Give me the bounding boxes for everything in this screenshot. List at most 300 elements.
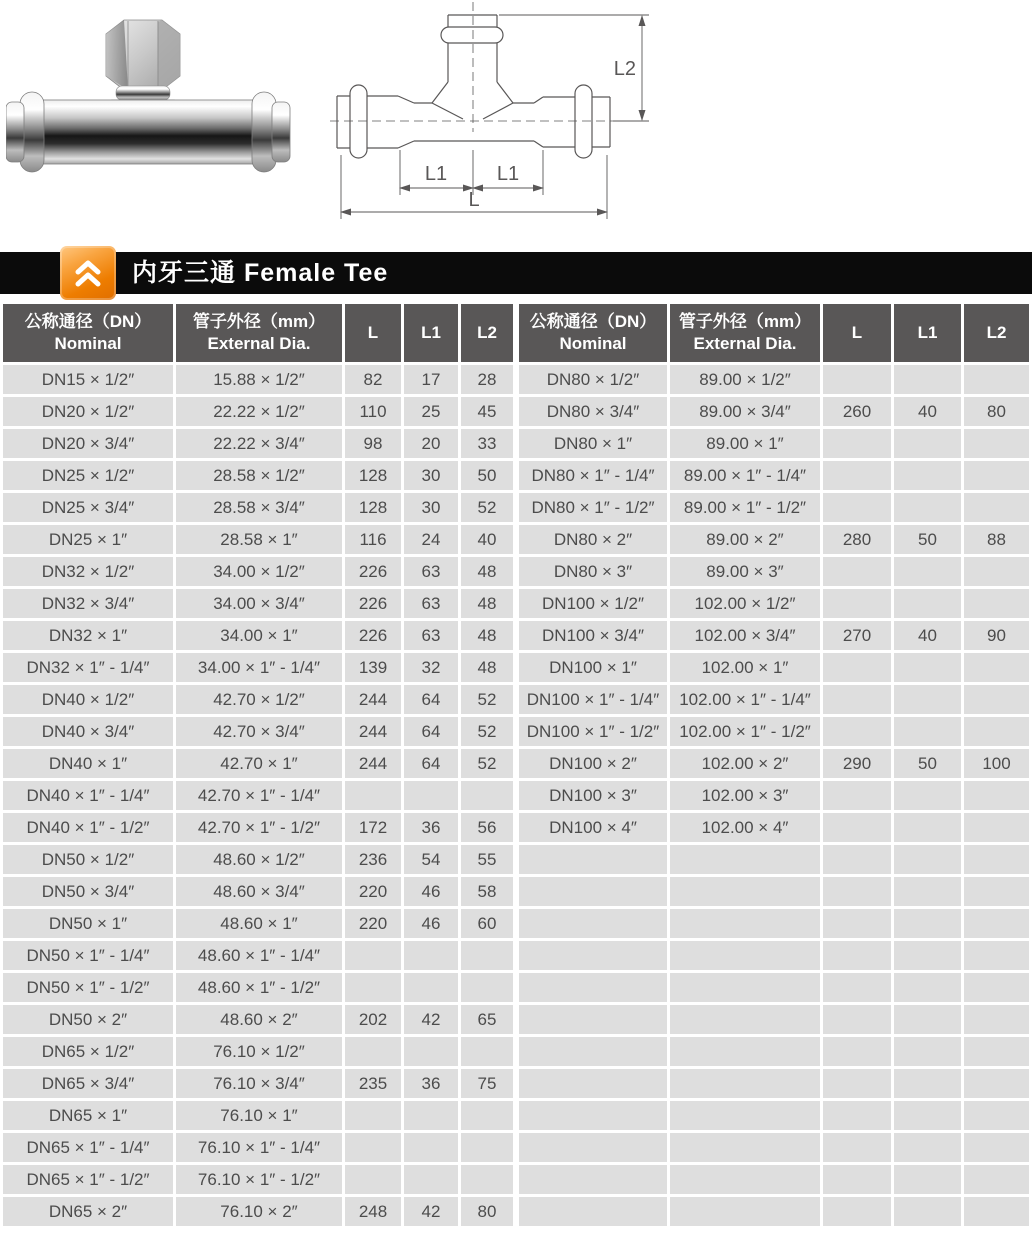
l1-cell	[894, 685, 961, 714]
nominal-cell: DN32 × 3/4″	[3, 589, 173, 618]
external-dia-cell: 22.22 × 3/4″	[176, 429, 342, 458]
external-dia-cell	[670, 1197, 820, 1226]
table-row	[519, 525, 1029, 554]
external-dia-cell: 22.22 × 1/2″	[176, 397, 342, 426]
l2-cell: 40	[461, 525, 513, 554]
nominal-cell	[519, 845, 667, 874]
l1-cell	[404, 1037, 458, 1066]
l2-cell	[964, 781, 1029, 810]
nominal-cell: DN50 × 1/2″	[3, 845, 173, 874]
col-header-nominal-zh: 公称通径（DN）	[529, 311, 657, 331]
l1-cell	[894, 1133, 961, 1162]
table-row	[519, 909, 1029, 938]
col-header-l1: L1	[404, 304, 458, 362]
external-dia-cell: 102.00 × 1″ - 1/4″	[670, 685, 820, 714]
l1-cell: 46	[404, 909, 458, 938]
l-cell: 139	[345, 653, 401, 682]
l-cell: 226	[345, 589, 401, 618]
table-row	[3, 557, 513, 586]
table-row	[519, 397, 1029, 426]
l-cell: 128	[345, 493, 401, 522]
header-row	[3, 304, 513, 362]
external-dia-cell: 42.70 × 1″ - 1/4″	[176, 781, 342, 810]
l1-cell: 17	[404, 365, 458, 394]
l2-cell	[964, 941, 1029, 970]
external-dia-cell: 102.00 × 3″	[670, 781, 820, 810]
nominal-cell: DN20 × 3/4″	[3, 429, 173, 458]
l2-cell: 50	[461, 461, 513, 490]
nominal-cell	[519, 909, 667, 938]
l1-cell	[894, 717, 961, 746]
col-header-external-dia	[670, 304, 820, 362]
l1-cell	[894, 909, 961, 938]
nominal-cell	[519, 973, 667, 1002]
table-row	[3, 1005, 513, 1034]
l2-cell: 80	[964, 397, 1029, 426]
external-dia-cell: 89.00 × 1″ - 1/2″	[670, 493, 820, 522]
table-row	[519, 557, 1029, 586]
l-cell	[345, 1165, 401, 1194]
nominal-cell: DN40 × 1/2″	[3, 685, 173, 714]
l-cell: 244	[345, 685, 401, 714]
l-cell	[823, 653, 891, 682]
col-header-nominal	[3, 304, 173, 362]
l2-cell	[964, 845, 1029, 874]
l-cell	[823, 877, 891, 906]
table-row	[3, 717, 513, 746]
table-row	[519, 941, 1029, 970]
nominal-cell: DN80 × 3/4″	[519, 397, 667, 426]
product-photo	[6, 18, 291, 173]
nominal-cell	[519, 1005, 667, 1034]
l-cell: 128	[345, 461, 401, 490]
external-dia-cell: 102.00 × 1″	[670, 653, 820, 682]
table-row	[519, 429, 1029, 458]
table-row	[3, 813, 513, 842]
nominal-cell: DN32 × 1/2″	[3, 557, 173, 586]
table-row	[3, 1037, 513, 1066]
table-row	[519, 877, 1029, 906]
nominal-cell: DN80 × 1″ - 1/4″	[519, 461, 667, 490]
l-cell	[823, 1037, 891, 1066]
l-cell	[345, 973, 401, 1002]
l2-cell	[964, 1005, 1029, 1034]
spec-table-left	[0, 301, 516, 1229]
col-header-nominal-en: Nominal	[559, 334, 627, 353]
table-row	[519, 973, 1029, 1002]
external-dia-cell: 89.00 × 3/4″	[670, 397, 820, 426]
external-dia-cell: 34.00 × 3/4″	[176, 589, 342, 618]
l1-cell: 40	[894, 397, 961, 426]
l1-cell	[894, 653, 961, 682]
nominal-cell: DN100 × 1″ - 1/4″	[519, 685, 667, 714]
table-row	[3, 461, 513, 490]
l-cell	[345, 781, 401, 810]
l-cell: 202	[345, 1005, 401, 1034]
table-row	[519, 1005, 1029, 1034]
l1-cell: 20	[404, 429, 458, 458]
table-row	[3, 749, 513, 778]
l1-cell	[894, 973, 961, 1002]
nominal-cell: DN100 × 1″	[519, 653, 667, 682]
external-dia-cell: 48.60 × 3/4″	[176, 877, 342, 906]
dim-label-l1-right: L1	[496, 163, 520, 185]
l-cell	[823, 909, 891, 938]
external-dia-cell: 28.58 × 3/4″	[176, 493, 342, 522]
figures	[0, 0, 1032, 248]
table-row	[519, 1165, 1029, 1194]
l-cell: 236	[345, 845, 401, 874]
nominal-cell: DN80 × 1″ - 1/2″	[519, 493, 667, 522]
col-header-external-en: External Dia.	[693, 334, 797, 353]
table-row	[3, 1101, 513, 1130]
table-row	[3, 429, 513, 458]
external-dia-cell: 76.10 × 1″ - 1/4″	[176, 1133, 342, 1162]
nominal-cell: DN50 × 1″	[3, 909, 173, 938]
external-dia-cell: 76.10 × 1″ - 1/2″	[176, 1165, 342, 1194]
external-dia-cell	[670, 1101, 820, 1130]
nominal-cell	[519, 1069, 667, 1098]
l-cell	[823, 1069, 891, 1098]
section-header-bar	[0, 252, 1032, 294]
l-cell: 220	[345, 909, 401, 938]
table-row	[519, 365, 1029, 394]
table-row	[3, 525, 513, 554]
l2-cell	[461, 1101, 513, 1130]
l-cell: 260	[823, 397, 891, 426]
nominal-cell: DN100 × 2″	[519, 749, 667, 778]
col-header-l: L	[823, 304, 891, 362]
l2-cell: 52	[461, 685, 513, 714]
l2-cell: 48	[461, 621, 513, 650]
l-cell	[823, 685, 891, 714]
l1-cell	[894, 941, 961, 970]
l2-cell	[964, 1133, 1029, 1162]
l1-cell	[894, 1101, 961, 1130]
l-cell: 226	[345, 557, 401, 586]
external-dia-cell	[670, 941, 820, 970]
l1-cell	[894, 1165, 961, 1194]
table-row	[3, 589, 513, 618]
l-cell	[823, 1101, 891, 1130]
l2-cell	[964, 717, 1029, 746]
l2-cell: 90	[964, 621, 1029, 650]
table-row	[519, 685, 1029, 714]
table-row	[519, 749, 1029, 778]
col-header-l2: L2	[461, 304, 513, 362]
l1-cell: 64	[404, 685, 458, 714]
external-dia-cell: 76.10 × 1″	[176, 1101, 342, 1130]
external-dia-cell: 89.00 × 1/2″	[670, 365, 820, 394]
l2-cell	[964, 493, 1029, 522]
l1-cell	[894, 589, 961, 618]
table-row	[519, 461, 1029, 490]
l-cell	[823, 845, 891, 874]
nominal-cell: DN80 × 1″	[519, 429, 667, 458]
l2-cell: 52	[461, 749, 513, 778]
dim-label-l1-left: L1	[424, 163, 448, 185]
l1-cell: 50	[894, 525, 961, 554]
l2-cell: 45	[461, 397, 513, 426]
l-cell: 270	[823, 621, 891, 650]
table-row	[519, 1101, 1029, 1130]
external-dia-cell: 48.60 × 1″ - 1/4″	[176, 941, 342, 970]
l2-cell: 56	[461, 813, 513, 842]
l1-cell	[404, 941, 458, 970]
l-cell: 98	[345, 429, 401, 458]
spec-table-right	[516, 301, 1032, 1229]
nominal-cell: DN65 × 1″	[3, 1101, 173, 1130]
l-cell: 226	[345, 621, 401, 650]
table-row	[519, 1037, 1029, 1066]
l1-cell	[894, 493, 961, 522]
nominal-cell: DN100 × 4″	[519, 813, 667, 842]
external-dia-cell: 89.00 × 3″	[670, 557, 820, 586]
l-cell	[823, 589, 891, 618]
table-row	[519, 845, 1029, 874]
l1-cell: 24	[404, 525, 458, 554]
l2-cell: 88	[964, 525, 1029, 554]
table-row	[3, 909, 513, 938]
table-row	[519, 717, 1029, 746]
l-cell	[823, 1197, 891, 1226]
external-dia-cell: 34.00 × 1″ - 1/4″	[176, 653, 342, 682]
nominal-cell: DN65 × 1″ - 1/2″	[3, 1165, 173, 1194]
l-cell	[823, 813, 891, 842]
l-cell: 244	[345, 749, 401, 778]
external-dia-cell	[670, 909, 820, 938]
external-dia-cell: 28.58 × 1″	[176, 525, 342, 554]
table-row	[3, 365, 513, 394]
l1-cell	[894, 461, 961, 490]
l-cell	[823, 461, 891, 490]
nominal-cell: DN15 × 1/2″	[3, 365, 173, 394]
nominal-cell: DN25 × 1/2″	[3, 461, 173, 490]
l2-cell: 33	[461, 429, 513, 458]
table-row	[519, 653, 1029, 682]
nominal-cell: DN25 × 1″	[3, 525, 173, 554]
nominal-cell	[519, 1101, 667, 1130]
nominal-cell: DN100 × 1/2″	[519, 589, 667, 618]
nominal-cell: DN80 × 2″	[519, 525, 667, 554]
l2-cell	[461, 781, 513, 810]
l-cell	[345, 941, 401, 970]
table-row	[519, 1133, 1029, 1162]
l-cell: 172	[345, 813, 401, 842]
external-dia-cell: 48.60 × 1″	[176, 909, 342, 938]
l2-cell	[964, 1165, 1029, 1194]
l2-cell	[964, 589, 1029, 618]
l-cell: 110	[345, 397, 401, 426]
l1-cell	[894, 1069, 961, 1098]
external-dia-cell: 34.00 × 1″	[176, 621, 342, 650]
l2-cell	[964, 877, 1029, 906]
l-cell	[823, 1133, 891, 1162]
section-title: 内牙三通 Female Tee	[132, 259, 389, 287]
table-row	[519, 621, 1029, 650]
nominal-cell: DN50 × 2″	[3, 1005, 173, 1034]
l2-cell	[964, 1037, 1029, 1066]
l-cell	[823, 941, 891, 970]
nominal-cell: DN40 × 1″	[3, 749, 173, 778]
l1-cell: 46	[404, 877, 458, 906]
l-cell: 244	[345, 717, 401, 746]
dim-label-l: L	[468, 189, 480, 211]
l-cell	[823, 1165, 891, 1194]
l2-cell: 28	[461, 365, 513, 394]
table-row	[519, 1197, 1029, 1226]
l-cell	[823, 557, 891, 586]
l1-cell	[894, 365, 961, 394]
col-header-external-zh: 管子外径（mm）	[192, 311, 326, 331]
external-dia-cell	[670, 1069, 820, 1098]
l2-cell	[461, 973, 513, 1002]
l1-cell: 50	[894, 749, 961, 778]
l-cell	[823, 973, 891, 1002]
table-row	[3, 1197, 513, 1226]
l1-cell	[404, 1133, 458, 1162]
l2-cell	[461, 1165, 513, 1194]
l1-cell	[894, 781, 961, 810]
table-row	[519, 1069, 1029, 1098]
table-row	[3, 877, 513, 906]
l-cell: 220	[345, 877, 401, 906]
l-cell	[823, 493, 891, 522]
l2-cell	[964, 813, 1029, 842]
l1-cell	[894, 877, 961, 906]
col-header-nominal-zh: 公称通径（DN）	[24, 311, 152, 331]
nominal-cell: DN40 × 1″ - 1/4″	[3, 781, 173, 810]
col-header-l: L	[345, 304, 401, 362]
dim-label-l2: L2	[613, 58, 636, 80]
table-row	[3, 781, 513, 810]
l-cell	[345, 1133, 401, 1162]
l2-cell	[461, 941, 513, 970]
l2-cell	[964, 685, 1029, 714]
l1-cell	[404, 1165, 458, 1194]
l1-cell	[404, 973, 458, 1002]
l2-cell	[461, 1133, 513, 1162]
table-row	[3, 941, 513, 970]
l2-cell	[964, 909, 1029, 938]
l1-cell	[894, 429, 961, 458]
l-cell: 290	[823, 749, 891, 778]
table-row	[3, 621, 513, 650]
l2-cell: 60	[461, 909, 513, 938]
l2-cell: 55	[461, 845, 513, 874]
header-row	[519, 304, 1029, 362]
col-header-external-dia	[176, 304, 342, 362]
nominal-cell	[519, 1037, 667, 1066]
l-cell	[823, 1005, 891, 1034]
col-header-external-en: External Dia.	[207, 334, 311, 353]
l-cell	[823, 365, 891, 394]
l-cell: 248	[345, 1197, 401, 1226]
table-row	[3, 1165, 513, 1194]
l-cell	[823, 717, 891, 746]
l1-cell: 64	[404, 749, 458, 778]
l2-cell: 48	[461, 589, 513, 618]
table-row	[3, 1069, 513, 1098]
nominal-cell: DN80 × 1/2″	[519, 365, 667, 394]
table-row	[3, 973, 513, 1002]
external-dia-cell: 89.00 × 1″	[670, 429, 820, 458]
table-row	[519, 781, 1029, 810]
l1-cell: 63	[404, 621, 458, 650]
col-header-nominal	[519, 304, 667, 362]
l1-cell	[404, 1101, 458, 1130]
external-dia-cell: 34.00 × 1/2″	[176, 557, 342, 586]
col-header-external-zh: 管子外径（mm）	[678, 311, 812, 331]
l1-cell	[894, 1197, 961, 1226]
nominal-cell: DN50 × 1″ - 1/4″	[3, 941, 173, 970]
l2-cell	[964, 1101, 1029, 1130]
table-row	[519, 493, 1029, 522]
l-cell	[823, 429, 891, 458]
external-dia-cell	[670, 877, 820, 906]
nominal-cell: DN65 × 1/2″	[3, 1037, 173, 1066]
l1-cell: 25	[404, 397, 458, 426]
nominal-cell: DN25 × 3/4″	[3, 493, 173, 522]
nominal-cell: DN100 × 3″	[519, 781, 667, 810]
table-row	[3, 653, 513, 682]
nominal-cell: DN40 × 3/4″	[3, 717, 173, 746]
nominal-cell: DN80 × 3″	[519, 557, 667, 586]
l-cell	[345, 1037, 401, 1066]
l1-cell: 32	[404, 653, 458, 682]
l2-cell: 65	[461, 1005, 513, 1034]
l1-cell: 40	[894, 621, 961, 650]
l1-cell: 36	[404, 1069, 458, 1098]
external-dia-cell: 102.00 × 3/4″	[670, 621, 820, 650]
spec-tables	[0, 301, 1032, 1229]
external-dia-cell: 76.10 × 2″	[176, 1197, 342, 1226]
l1-cell	[894, 557, 961, 586]
external-dia-cell	[670, 1165, 820, 1194]
l1-cell	[894, 813, 961, 842]
l2-cell	[964, 653, 1029, 682]
nominal-cell: DN50 × 1″ - 1/2″	[3, 973, 173, 1002]
col-header-l2: L2	[964, 304, 1029, 362]
l1-cell: 42	[404, 1197, 458, 1226]
external-dia-cell	[670, 1037, 820, 1066]
external-dia-cell: 102.00 × 1/2″	[670, 589, 820, 618]
nominal-cell: DN65 × 1″ - 1/4″	[3, 1133, 173, 1162]
l1-cell	[894, 1037, 961, 1066]
external-dia-cell: 48.60 × 2″	[176, 1005, 342, 1034]
external-dia-cell: 15.88 × 1/2″	[176, 365, 342, 394]
l2-cell	[964, 1197, 1029, 1226]
l1-cell: 30	[404, 461, 458, 490]
l-cell: 280	[823, 525, 891, 554]
table-row	[3, 685, 513, 714]
l2-cell: 58	[461, 877, 513, 906]
l-cell	[345, 1101, 401, 1130]
nominal-cell: DN20 × 1/2″	[3, 397, 173, 426]
l1-cell: 54	[404, 845, 458, 874]
nominal-cell: DN32 × 1″ - 1/4″	[3, 653, 173, 682]
nominal-cell: DN50 × 3/4″	[3, 877, 173, 906]
l-cell	[823, 781, 891, 810]
l2-cell	[964, 973, 1029, 1002]
l2-cell: 80	[461, 1197, 513, 1226]
l1-cell: 30	[404, 493, 458, 522]
l2-cell	[964, 461, 1029, 490]
external-dia-cell: 42.70 × 3/4″	[176, 717, 342, 746]
external-dia-cell: 89.00 × 2″	[670, 525, 820, 554]
dimension-diagram	[330, 0, 660, 245]
l2-cell: 48	[461, 557, 513, 586]
